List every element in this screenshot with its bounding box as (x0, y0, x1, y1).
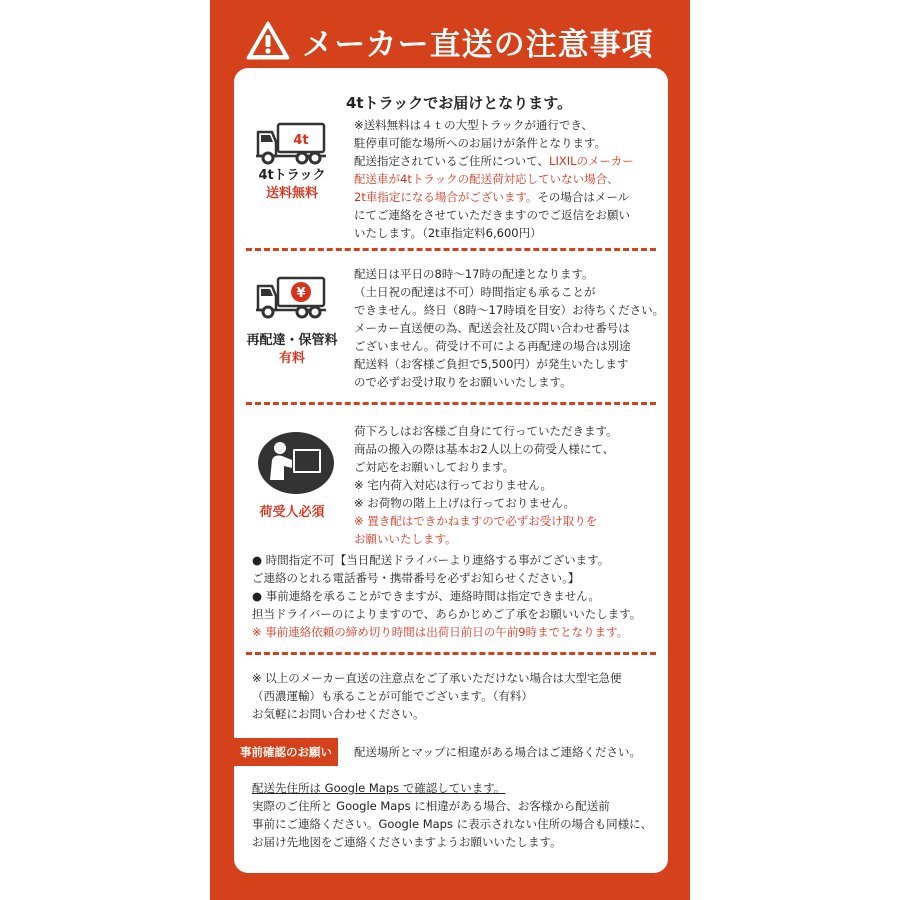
section1-line: 駐停車可能な場所へのお届けが条件となります。 (354, 136, 607, 150)
section2-line: 配送料（お客様ご負担で5,500円）が発生いたします (354, 357, 629, 371)
note-line: ● 事前連絡を承ることができますが、連絡時間は指定できません。 (252, 589, 600, 603)
maps-line: 実際のご住所と Google Maps に相違がある場合、お客様から配送前 (252, 799, 610, 813)
section2-line: （土日祝の配達は不可）時間指定も承ることが (354, 285, 596, 299)
truck-yen-icon (254, 274, 328, 320)
header (210, 10, 690, 72)
maps-link[interactable]: 配送先住所は Google Maps で確認しています。 (252, 781, 506, 795)
truck-4t-icon (254, 120, 328, 166)
page-title: メーカー直送の注意事項 (302, 26, 654, 63)
section2-line: ので必ずお受け取りをお願いいたします。 (354, 375, 572, 389)
note-line: ご連絡のとれる電話番号・携帯番号を必ずお知らせください。】 (252, 571, 580, 585)
maps-line: 事前にご連絡ください。Google Maps に表示されない住所の場合も同様に、 (252, 817, 653, 831)
alt-shipping-line: （西濃運輸）も承ることが可能でございます。（有料） (252, 689, 533, 703)
section1-line: にてご連絡をさせていただきますのでご返信をお願い (354, 208, 630, 222)
section3-line: ※ 置き配はできかねますので必ずお受け取りを (354, 514, 598, 528)
confirm-badge: 事前確認のお願い (234, 738, 338, 766)
section3-label: 荷受人必須 (259, 505, 325, 520)
maps-line: お届け先地図をご連絡くださいますようお願いいたします。 (252, 835, 562, 849)
section3-line: ※ 宅内荷入対応は行っておりません。 (354, 478, 552, 492)
section2-label: 再配達・保管料 有料 (246, 333, 338, 366)
content-card (234, 68, 668, 873)
section1-line: 配送車が4tトラックの配送荷対応していない場合、 (354, 172, 619, 186)
yen-symbol: ¥ (296, 286, 306, 301)
section2-line: 配送日は平日の8時〜17時の配達となります。 (354, 267, 594, 281)
note-line: 担当ドライバーのによりますので、あらかじめご了承をお願いいたします。 (252, 607, 642, 621)
alt-shipping-line: お気軽にお問い合わせください。 (252, 707, 425, 721)
section3-line: ※ お荷物の階上上げは行っておりません。 (354, 496, 575, 510)
warning-icon (246, 21, 290, 61)
section2-line: メーカー直送便の為、配送会社及び問い合わせ番号は (354, 321, 630, 335)
note-line: ※ 事前連絡依頼の締め切り時間は出荷日前日の午前9時までとなります。 (252, 625, 629, 639)
section2-line: できません。終日（8時〜17時頃を目安）お待ちください。 (354, 303, 665, 317)
section-divider (246, 652, 656, 655)
section3-line: 商品の搬入の際は基本お2人以上の荷受人様にて、 (354, 442, 615, 456)
section3-line: ご対応をお願いしております。 (354, 460, 515, 474)
delivery-person-icon (256, 430, 336, 496)
section1-line: いたします。（2t車指定料6,600円） (354, 226, 542, 240)
truck-4t-label: 4t (293, 133, 309, 148)
section-divider (246, 248, 656, 251)
section1-title: 4tトラックでお届けとなります。 (346, 94, 573, 112)
section1-line: ※送料無料は４ｔの大型トラックが通行でき、 (354, 118, 593, 132)
section-divider (246, 402, 656, 405)
alt-shipping-line: ※ 以上のメーカー直送の注意点をご了承いただけない場合は大型宅急便 (252, 671, 622, 685)
section1-label: 4tトラック 送料無料 (258, 168, 326, 201)
section1-line: 2t車指定になる場合がございます。その場合はメール (354, 190, 630, 204)
section2-line: ございません。荷受け不可による再配達の場合は別途 (354, 339, 631, 353)
section3-line: お願いいたします。 (354, 532, 457, 546)
notice-panel (210, 0, 690, 900)
section3-line: 荷下ろしはお客様ご自身にて行っていただきます。 (354, 424, 618, 438)
note-line: ● 時間指定不可【当日配送ドライバーより連絡する事がございます。 (252, 553, 610, 567)
confirm-text: 配送場所とマップに相違がある場合はご連絡ください。 (354, 745, 642, 759)
section1-line: 配送指定されているご住所について、LIXILのメーカー (354, 154, 634, 168)
